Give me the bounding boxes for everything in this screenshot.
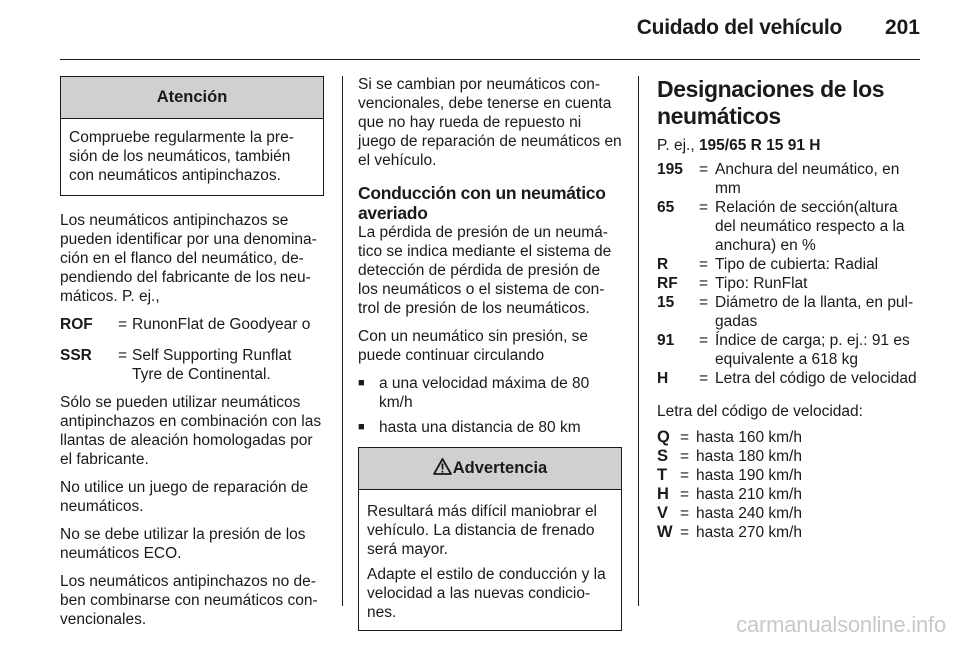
list-item [358,418,622,437]
attention-box [60,76,324,196]
paragraph: Sólo se pueden utilizar neumáticos antipinchazos en combinación con las llantas de aleación homologadas por el fabricante. [60,394,322,468]
paragraph: Con un neumático sin presión, se puede continuar circulando [358,328,589,364]
definition-row [657,369,922,388]
warning-text: Resultará más difícil maniobrar el vehículo. La distancia de frenado será mayor. [367,503,598,558]
warning-box [358,447,622,631]
section-title: Designaciones de los neumáticos [657,76,885,129]
speed-code-row [657,466,922,485]
definition-equals: = [699,199,709,216]
speed-code-value: hasta 180 km/h [696,448,802,465]
definition-value: Letra del código de velocidad [715,370,917,387]
definition-equals: = [699,370,709,387]
speed-code-equals: = [680,505,690,522]
definition-key: 15 [657,294,675,311]
definition-row [657,331,922,369]
definition-key: 65 [657,199,675,216]
definition-key: 195 [657,161,683,178]
warning-title: Advertencia [452,459,548,477]
speed-code-key: S [657,447,669,465]
speed-code-row [657,504,922,523]
paragraph: Si se cambian por neumáticos con-vencionales, debe tenerse en cuenta que no hay rueda de repuesto ni juego de reparación de neumáticos en el vehículo. [358,76,622,169]
speed-code-row [657,485,922,504]
speed-code-value: hasta 190 km/h [696,467,802,484]
speed-code-row [657,523,922,542]
speed-code-equals: = [680,429,690,446]
definition-value: Tipo: RunFlat [715,275,808,292]
speed-code-equals: = [680,467,690,484]
definition-equals: = [699,332,709,349]
warning-triangle-icon [433,458,452,475]
warning-text: Adapte el estilo de conducción y la velocidad a las nuevas condicio-nes. [367,566,606,621]
list-item-text: a una velocidad máxima de 80 km/h [379,375,590,411]
attention-text: Compruebe regularmente la pre-sión de los neumáticos, también con neumáticos antipinchazos. [69,129,294,184]
column-3 [657,76,922,542]
definition-key: H [657,370,669,387]
definition-row [60,346,324,384]
bullet-icon: ■ [358,377,365,389]
definition-equals: = [699,275,709,292]
speed-code-key: H [657,485,669,503]
definition-value: Tipo de cubierta: Radial [715,256,879,273]
paragraph: La pérdida de presión de un neumá-tico se indica mediante el sistema de detección de pérdida de presión de los neumáticos o el sistema de con-trol de presión de los neumáticos. [358,224,612,317]
definition-key: R [657,256,669,273]
definition-value: Índice de carga; p. ej.: 91 es equivalente a 618 kg [715,332,910,368]
definition-key: 91 [657,332,675,349]
speed-code-value: hasta 240 km/h [696,505,802,522]
speed-code-list [657,428,922,542]
definition-value: Relación de sección(altura del neumático respecto a la anchura) en % [715,199,905,254]
list-item-text: hasta una distancia de 80 km [379,419,581,436]
speed-code-equals: = [680,486,690,503]
definition-row [657,274,922,293]
speed-code-key: V [657,504,669,522]
subheading: Conducción con un neumático averiado [358,183,606,223]
example-code: 195/65 R 15 91 H [698,137,821,154]
warning-header [359,448,621,490]
speed-code-key: W [657,523,673,541]
speed-code-row [657,428,922,447]
column-1 [60,76,324,638]
page-section-title: Cuidado del vehículo [636,16,842,39]
definition-equals: = [699,256,709,273]
page-number: 201 [884,16,920,39]
speed-code-equals: = [680,524,690,541]
column-divider-2 [638,76,639,606]
attention-title: Atención [61,77,323,119]
speed-code-key: T [657,466,668,484]
rof-definitions [60,315,324,384]
definition-row [657,198,922,255]
definition-equals: = [118,347,128,364]
speed-code-intro: Letra del código de velocidad: [657,403,863,420]
speed-code-key: Q [657,428,670,446]
example-prefix: P. ej., [657,137,699,154]
example-line [657,136,922,155]
definition-key: SSR [60,347,92,364]
watermark: carmanualsonline.info [736,612,946,637]
rof-intro: Los neumáticos antipinchazos se pueden identificar por una denomina-ción en el flanco del neumático, de-pendiendo del fabricante de los neu-máticos. P. ej., [60,212,317,305]
header-rule [60,59,920,60]
column-2 [358,76,622,646]
bullet-icon: ■ [358,421,365,433]
definition-value: Self Supporting Runflat Tyre de Continental. [132,347,292,383]
speed-code-value: hasta 270 km/h [696,524,802,541]
list-item [358,374,622,412]
definition-row [657,293,922,331]
definition-value: Diámetro de la llanta, en pul-gadas [715,294,914,330]
designation-definitions [657,160,922,388]
column-divider-1 [342,76,343,606]
paragraph: Los neumáticos antipinchazos no de-ben combinarse con neumáticos con-vencionales. [60,573,318,628]
speed-code-value: hasta 210 km/h [696,486,802,503]
definition-equals: = [699,294,709,311]
definition-value: RunonFlat de Goodyear o [132,316,311,333]
paragraph: No utilice un juego de reparación de neumáticos. [60,479,309,515]
speed-code-row [657,447,922,466]
definition-row [657,255,922,274]
definition-row [60,315,324,334]
definition-key: RF [657,275,678,292]
paragraph: No se debe utilizar la presión de los neumáticos ECO. [60,526,306,562]
definition-equals: = [699,161,709,178]
definition-key: ROF [60,316,93,333]
speed-code-value: hasta 160 km/h [696,429,802,446]
definition-row [657,160,922,198]
speed-code-equals: = [680,448,690,465]
page-header [60,14,920,52]
definition-value: Anchura del neumático, en mm [715,161,900,197]
definition-equals: = [118,316,128,333]
